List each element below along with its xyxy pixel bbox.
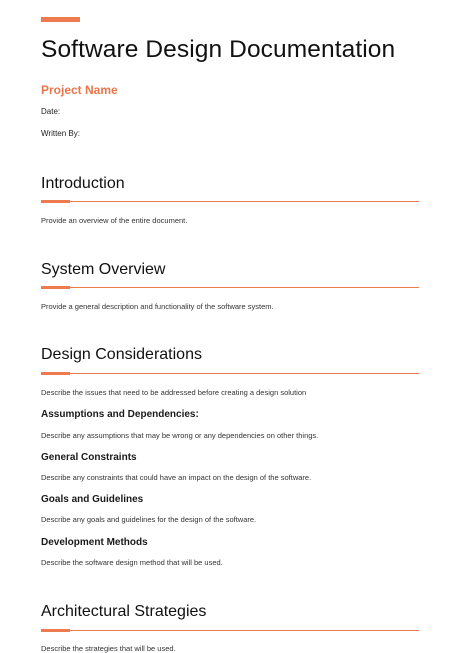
written-by-label: Written By:	[41, 129, 80, 138]
section-divider-accent	[41, 629, 70, 632]
section-text-introduction: Provide an overview of the entire document.	[41, 216, 188, 225]
subsection-text-general-constraints: Describe any constraints that could have an impact on the design of the software.	[41, 473, 312, 482]
subsection-text-assumptions: Describe any assumptions that may be wrong or any dependencies on other things.	[41, 431, 319, 440]
subsection-heading-goals-guidelines: Goals and Guidelines	[41, 494, 144, 505]
subsection-text-goals-guidelines: Describe any goals and guidelines for the design of the software.	[41, 515, 257, 524]
section-divider	[41, 201, 419, 202]
section-text-system-overview: Provide a general description and functionality of the software system.	[41, 302, 274, 311]
section-divider	[41, 287, 419, 288]
section-text-design-considerations: Describe the issues that need to be addressed before creating a design solution	[41, 388, 307, 397]
section-heading-system-overview: System Overview	[41, 261, 166, 278]
section-heading-introduction: Introduction	[41, 175, 125, 192]
section-divider-accent	[41, 286, 70, 289]
date-label: Date:	[41, 107, 61, 116]
section-text-architectural-strategies: Describe the strategies that will be used.	[41, 644, 176, 653]
subsection-heading-general-constraints: General Constraints	[41, 452, 137, 463]
section-divider	[41, 630, 419, 631]
section-divider-accent	[41, 200, 70, 203]
section-heading-design-considerations: Design Considerations	[41, 346, 202, 363]
section-divider-accent	[41, 372, 70, 375]
subsection-heading-assumptions: Assumptions and Dependencies:	[41, 409, 199, 420]
section-divider	[41, 373, 419, 374]
section-heading-architectural-strategies: Architectural Strategies	[41, 603, 207, 620]
subsection-text-development-methods: Describe the software design method that will be used.	[41, 558, 223, 567]
title-accent-bar	[41, 17, 80, 22]
subsection-heading-development-methods: Development Methods	[41, 537, 148, 548]
project-name: Project Name	[41, 83, 118, 97]
document-title: Software Design Documentation	[41, 36, 396, 63]
